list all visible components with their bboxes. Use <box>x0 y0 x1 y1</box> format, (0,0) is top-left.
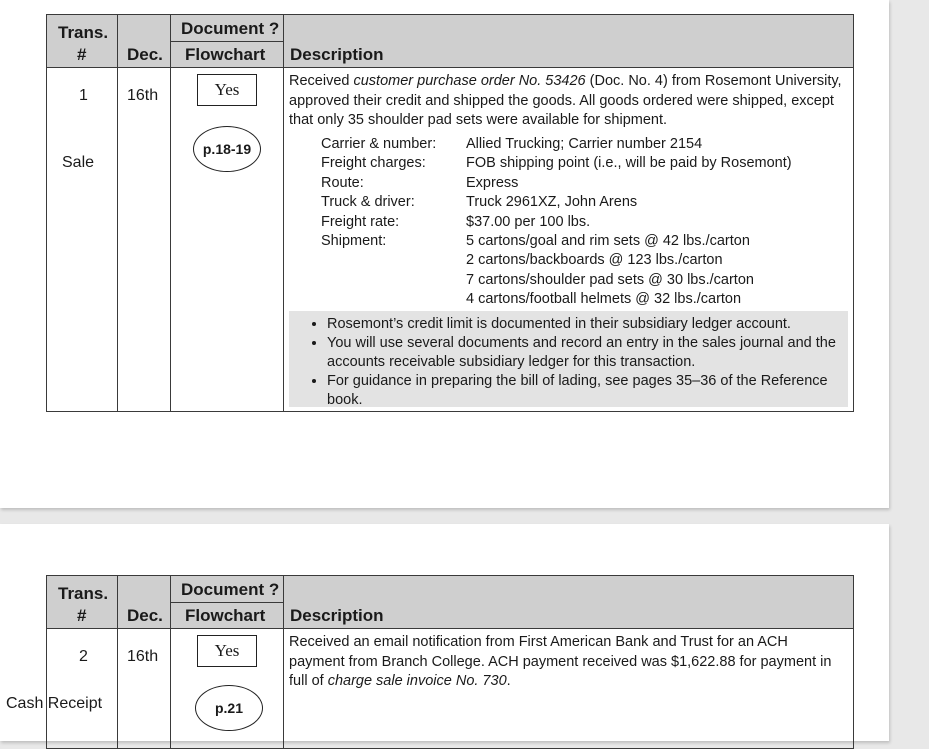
trans-number: 2 <box>79 648 88 665</box>
trans-date: 16th <box>127 87 159 104</box>
flowchart-cell <box>171 68 284 412</box>
detail-row <box>321 154 792 173</box>
detail-label: Carrier & number: <box>321 136 437 152</box>
detail-value: 7 cartons/shoulder pad sets @ 30 lbs./carton <box>466 271 754 288</box>
detail-value: 4 cartons/football helmets @ 32 lbs./carton <box>466 291 742 308</box>
header-trans <box>47 576 118 629</box>
detail-value: Truck 2961XZ, John Arens <box>466 194 638 211</box>
header-dec-label: Dec. <box>127 606 163 625</box>
detail-row <box>321 193 792 212</box>
shipment-details <box>321 135 792 310</box>
header-trans-hash: # <box>77 606 87 625</box>
detail-row <box>321 232 792 251</box>
header-flowchart-label: Flowchart <box>185 45 266 64</box>
detail-label: Freight rate: <box>321 213 400 230</box>
trans-date: 16th <box>127 648 159 665</box>
transaction-table-2 <box>6 575 854 749</box>
desc-text-b: . <box>506 673 511 689</box>
transaction-table-1 <box>46 14 854 412</box>
description-text <box>289 633 847 692</box>
detail-row <box>321 174 792 193</box>
note-item: • For guidance in preparing the bill of lading, see pages 35–36 of the Reference book. <box>327 372 842 410</box>
detail-label: Shipment: <box>321 233 387 250</box>
header-document <box>171 576 284 629</box>
header-description <box>284 576 854 629</box>
detail-label: Truck & driver: <box>321 194 415 211</box>
flowchart-cell <box>171 629 284 749</box>
notes-box <box>289 311 848 407</box>
flowchart-page-ref: p.21 <box>195 685 263 731</box>
header-trans-label: Trans. <box>58 584 109 603</box>
trans-number-cell <box>47 68 118 412</box>
detail-label: Route: <box>321 174 364 191</box>
date-cell <box>118 629 171 749</box>
desc-text-a: Received an email notification from First American Bank and Trust for an ACH payment from Branch College. ACH payment received was $1,622.88 for payment in full of <box>289 634 832 689</box>
header-trans-label: Trans. <box>58 23 109 42</box>
detail-row <box>321 251 792 270</box>
description-cell <box>284 629 854 749</box>
description-text <box>289 72 847 131</box>
document-symbol: Yes <box>197 74 257 106</box>
trans-number: 1 <box>79 87 88 104</box>
date-cell <box>118 68 171 412</box>
detail-row <box>321 213 792 232</box>
header-trans <box>47 15 118 68</box>
header-description <box>284 15 854 68</box>
detail-row <box>321 271 792 290</box>
detail-value: Express <box>466 174 519 191</box>
desc-text-b: (Doc. No. 4) from Rosemont University, approved their credit and shipped the goods. All goods ordered were shipped, except that only 35 shoulder pad sets were available for shipment. <box>289 73 842 128</box>
header-dec-label: Dec. <box>127 45 163 64</box>
desc-text-a: Received <box>289 73 354 89</box>
header-description-label: Description <box>290 606 384 625</box>
detail-value: $37.00 per 100 lbs. <box>466 213 591 230</box>
header-document-label: Document ? <box>181 580 280 599</box>
header-description-label: Description <box>290 45 384 64</box>
note-item: • Rosemont’s credit limit is documented in their subsidiary ledger account. <box>327 315 842 334</box>
trans-type: Sale <box>62 154 95 171</box>
header-document-label: Document ? <box>181 19 280 38</box>
header-document <box>171 15 284 68</box>
desc-document-ref: customer purchase order No. 53426 <box>353 73 586 89</box>
table-row <box>47 629 854 749</box>
header-flowchart-label: Flowchart <box>185 606 266 625</box>
description-cell <box>284 68 854 412</box>
detail-row <box>321 290 792 309</box>
detail-value: Allied Trucking; Carrier number 2154 <box>466 136 703 152</box>
header-dec <box>118 15 171 68</box>
note-item: • You will use several documents and record an entry in the sales journal and the accounts receivable subsidiary ledger for this transaction. <box>327 334 842 372</box>
trans-number-cell <box>6 629 118 749</box>
detail-value: FOB shipping point (i.e., will be paid by Rosemont) <box>466 155 792 172</box>
detail-row <box>321 135 792 154</box>
flowchart-page-ref: p.18-19 <box>193 126 261 172</box>
detail-value: 2 cartons/backboards @ 123 lbs./carton <box>466 252 723 269</box>
page-2 <box>0 524 889 741</box>
desc-document-ref: charge sale invoice No. 730 <box>327 673 507 689</box>
document-symbol: Yes <box>197 635 257 667</box>
detail-value: 5 cartons/goal and rim sets @ 42 lbs./carton <box>466 233 750 250</box>
detail-label: Freight charges: <box>321 155 426 172</box>
trans-type: Cash Receipt <box>6 695 103 712</box>
header-dec <box>118 576 171 629</box>
header-trans-hash: # <box>77 45 87 64</box>
table-row <box>47 68 854 412</box>
